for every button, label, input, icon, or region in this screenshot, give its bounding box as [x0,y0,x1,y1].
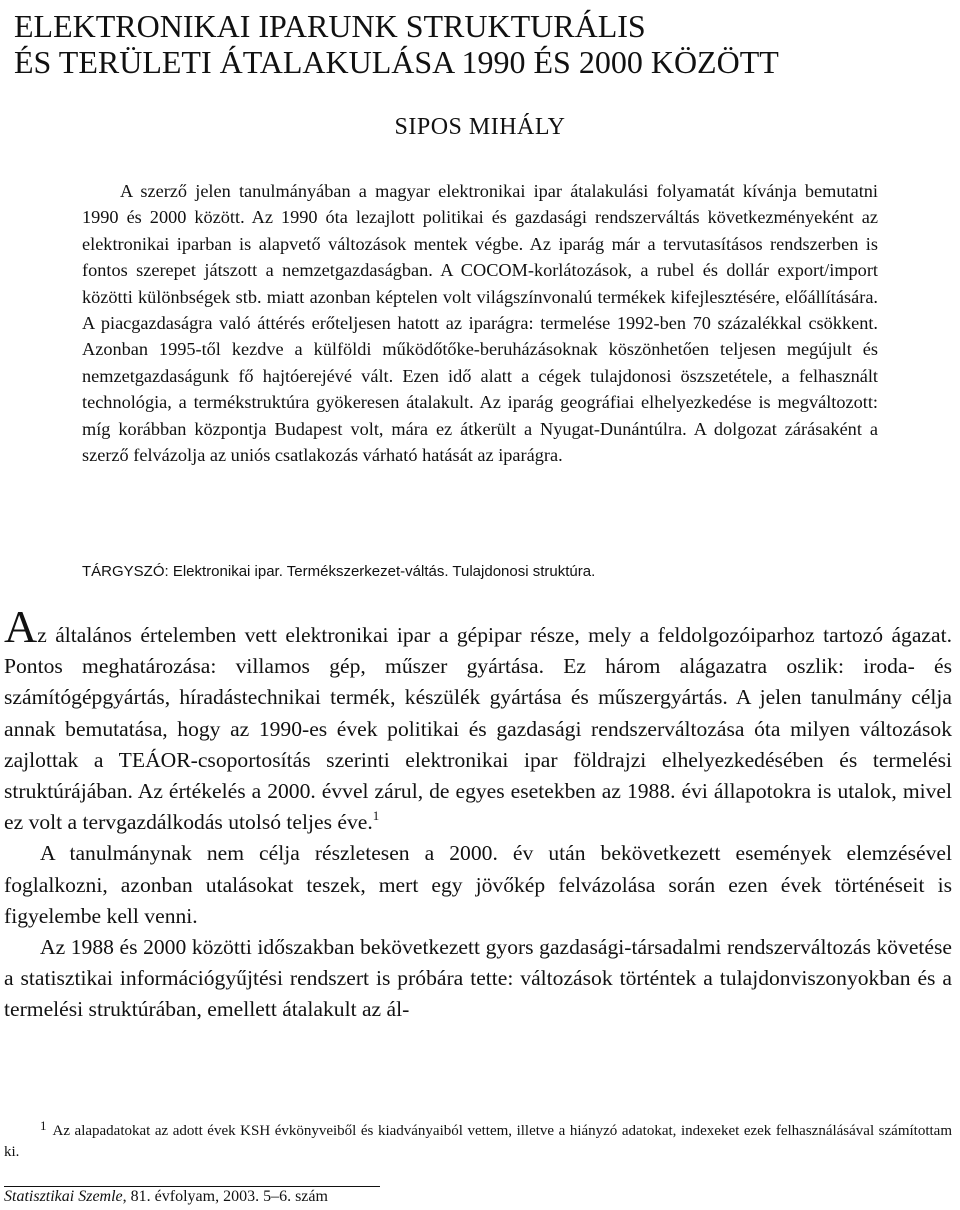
journal-issue: , 81. évfolyam, 2003. 5–6. szám [122,1188,328,1205]
title-line-2: ÉS TERÜLETI ÁTALAKULÁSA 1990 ÉS 2000 KÖZÖTT [14,44,779,80]
footnote-reference[interactable]: 1 [372,808,380,824]
paragraph-2: A tanulmánynak nem célja részletesen a 2000. év után bekövetkezett események elemzésével foglalkozni, azonban utalásokat teszek, mert egy jövőkép felvázolása során ezen évek történéseit is figyelembe kell venni. [4,841,952,928]
keywords: TÁRGYSZÓ: Elektronikai ipar. Termékszerkezet-váltás. Tulajdonosi struktúra. [82,563,596,580]
author-name: SIPOS MIHÁLY [394,114,566,140]
article-title [14,8,954,80]
paragraph-1 [4,601,952,838]
footnote-text: Az alapadatokat az adott évek KSH évkönyveiből és kiadványaiból vettem, illetve a hiányzó adatokat, indexeket ezek felhasználásával számítottam ki. [4,1123,952,1160]
footnote-mark: 1 [40,1118,47,1133]
footnote [4,1115,952,1163]
article-body [4,601,952,1026]
paragraph-1-text: z általános értelemben vett elektronikai ipar a gépipar része, mely a feldolgozóiparhoz tartozó ágazat. Pontos meghatározása: villamos gép, műszer gyártása. Ez három alágazatra oszlik: iroda- és számítógépgyártás, híradástechnikai termék, készülék gyártása és műszergyártás. A jelen tanulmány célja annak bemutatása, hogy az 1990-es évek politikai és gazdasági rendszerváltozása óta milyen változások zajlottak a TEÁOR-csoportosítás szerinti elektronikai ipar földrajzi elhelyezkedésében és termelési struktúrájában. Az értékelés a 2000. évvel zárul, de egyes esetekben az 1988. évi állapotokra is utalok, mivel ez volt a tervgazdálkodás utolsó teljes éve. [4,623,952,835]
drop-cap: A [4,601,38,652]
paragraph-3: Az 1988 és 2000 közötti időszakban bekövetkezett gyors gazdasági-társadalmi rendszerváltozás követése a statisztikai információgyűjtési rendszert is próbára tette: változások történtek a tulajdonviszonyokban és a termelési struktúrában, emellett átalakult az ál- [4,935,952,1022]
journal-name: Statisztikai Szemle [4,1188,123,1205]
abstract: A szerző jelen tanulmányában a magyar elektronikai ipar átalakulási folyamatát kívánja bemutatni 1990 és 2000 között. Az 1990 óta lezajlott politikai és gazdasági rendszerváltás következményeként az elektronikai iparban is alapvető változások mentek végbe. Az iparág már a tervutasításos rendszerben is fontos szerepet játszott a nemzetgazdaságban. A COCOM-korlátozások, a rubel és dollár export/import közötti különbségek stb. miatt azonban képtelen volt világszínvonalú termékek kifejlesztésére, előállítására. A piacgazdaságra való áttérés erőteljesen hatott az iparágra: termelése 1992-ben 70 százalékkal csökkent. Azonban 1995-től kezdve a külföldi működőtőke-beruházásoknak köszönhetően teljesen megújult és nemzetgazdaságunk fő hajtóerejévé vált. Ezen idő alatt a cégek tulajdonosi öszszetétele, a felhasznált technológia, a termékstruktúra gyökeresen átalakult. Az iparág geográfiai elhelyezkedése is megváltozott: míg korábban központja Budapest volt, mára ez átkerült a Nyugat-Dunántúlra. A dolgozat zárásaként a szerző felvázolja az uniós csatlakozás várható hatását az iparágra. [82,181,878,466]
title-line-1: ELEKTRONIKAI IPARUNK STRUKTURÁLIS [14,8,646,44]
journal-citation [4,1187,328,1207]
